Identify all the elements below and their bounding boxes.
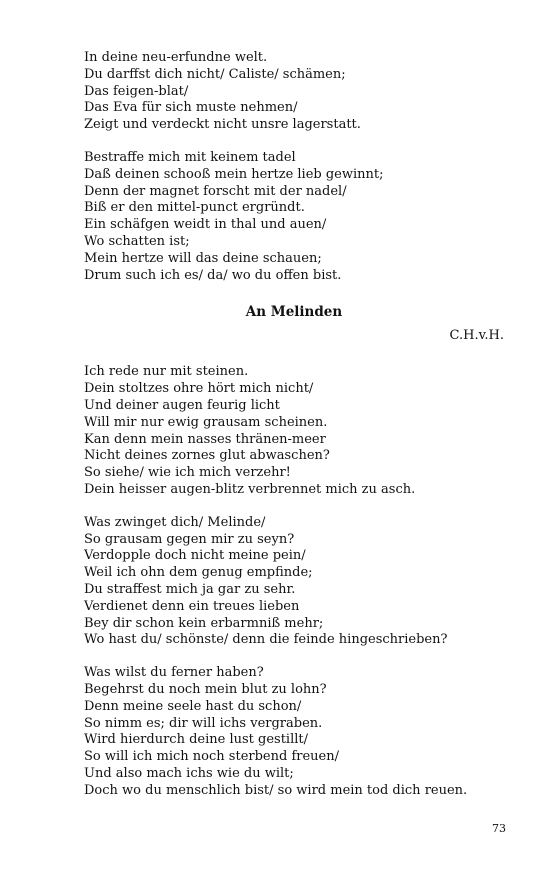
verse-line: Denn der magnet forscht mit der nadel/: [84, 183, 347, 199]
verse-line: Wird hierdurch deine lust gestillt/: [84, 732, 309, 748]
page-number: 73: [492, 822, 506, 835]
verse-line: Und deiner augen feurig licht: [84, 397, 280, 413]
verse-line: Mein hertze will das deine schauen;: [84, 250, 322, 266]
verse-line: Ein schäfgen weidt in thal und auen/: [84, 217, 327, 233]
verse-line: Zeigt und verdeckt nicht unsre lagerstatt.: [84, 117, 361, 133]
verse-line: Ich rede nur mit steinen.: [84, 364, 249, 380]
poem-author: C.H.v.H.: [449, 328, 504, 344]
verse-line: Doch wo du menschlich bist/ so wird mein tod dich reuen.: [84, 782, 468, 798]
verse-line: Bestraffe mich mit keinem tadel: [84, 149, 296, 165]
verse-line: Bey dir schon kein erbarmniß mehr;: [84, 615, 324, 631]
verse-line: In deine neu-erfundne welt.: [84, 50, 268, 65]
verse-line: Biß er den mittel-punct ergründt.: [84, 200, 305, 216]
verse-line: Und also mach ichs wie du wilt;: [84, 765, 294, 781]
verse-line: So siehe/ wie ich mich verzehr!: [84, 465, 291, 481]
stanza-prev-1: [84, 50, 504, 134]
verse-line: Was zwinget dich/ Melinde/: [84, 514, 266, 530]
verse-line: So nimm es; dir will ichs vergraben.: [84, 715, 323, 731]
verse-line: Drum such ich es/ da/ wo du offen bist.: [84, 267, 342, 283]
verse-line: So grausam gegen mir zu seyn?: [84, 531, 295, 547]
verse-line: Verdienet denn ein treues lieben: [84, 598, 300, 614]
verse-line: Du darffst dich nicht/ Caliste/ schämen;: [84, 66, 346, 82]
verse-line: Das feigen-blat/: [84, 83, 189, 99]
stanza-1: [84, 364, 504, 498]
verse-line: Weil ich ohn dem genug empfinde;: [84, 565, 313, 581]
verse-line: Wo schatten ist;: [84, 233, 190, 249]
verse-line: Dein heisser augen-blitz verbrennet mich zu asch.: [84, 481, 416, 497]
verse-line: Wo hast du/ schönste/ denn die feinde hingeschrieben?: [84, 632, 448, 648]
verse-line: Denn meine seele hast du schon/: [84, 698, 302, 714]
verse-line: Verdopple doch nicht meine pein/: [84, 548, 306, 564]
stanza-2: [84, 515, 504, 649]
stanza-3: [84, 665, 504, 799]
verse-line: So will ich mich noch sterbend freuen/: [84, 749, 339, 765]
verse-line: Nicht deines zornes glut abwaschen?: [84, 448, 330, 464]
verse-line: Das Eva für sich muste nehmen/: [84, 100, 298, 116]
verse-line: Will mir nur ewig grausam scheinen.: [84, 414, 328, 430]
verse-line: Daß deinen schooß mein hertze lieb gewinnt;: [84, 166, 384, 182]
verse-line: Du straffest mich ja gar zu sehr.: [84, 581, 296, 597]
verse-line: Begehrst du noch mein blut zu lohn?: [84, 681, 327, 697]
stanza-prev-2: [84, 150, 504, 284]
verse-line: Dein stoltzes ohre hört mich nicht/: [84, 381, 314, 397]
poem-title: An Melinden: [245, 304, 343, 321]
verse-line: Was wilst du ferner haben?: [84, 665, 264, 681]
verse-line: Kan denn mein nasses thränen-meer: [84, 431, 326, 447]
text-column: [84, 50, 504, 815]
